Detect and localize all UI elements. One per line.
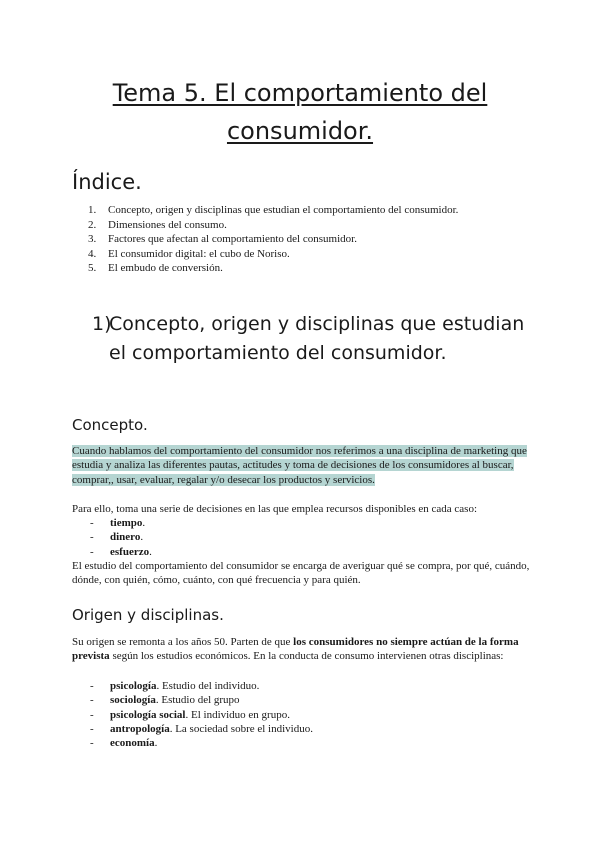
- page-title: Tema 5. El comportamiento del consumidor.: [112, 79, 488, 145]
- origen-paragraph: Su origen se remonta a los años 50. Parten de que los consumidores no siempre actúan de la forma prevista según los estudios económicos. En la conducta de consumo intervienen otras disciplinas:: [72, 636, 519, 663]
- list-item: - economía.: [90, 737, 158, 750]
- section-number: 1): [92, 313, 112, 335]
- list-item: - sociología. Estudio del grupo: [90, 694, 240, 707]
- section-title: Concepto, origen y disciplinas que estudian el comportamiento del consumidor.: [109, 313, 525, 364]
- highlighted-text: Cuando hablamos del comportamiento del consumidor nos referimos a una disciplina de marketing que estudia y analiza las diferentes pautas, actitudes y toma de decisiones de los consumidores al buscar, comprar,, usar, evaluar, regalar y/o desecar los productos y servicios.: [72, 445, 527, 486]
- list-item: - psicología social. El individuo en grupo.: [90, 708, 290, 721]
- list-item: - tiempo.: [90, 517, 146, 529]
- concepto-heading: Concepto.: [72, 416, 148, 434]
- list-item: 5. El embudo de conversión.: [88, 262, 223, 275]
- origen-heading: Origen y disciplinas.: [72, 606, 224, 624]
- index-heading: Índice.: [72, 170, 142, 194]
- list-item: 2. Dimensiones del consumo.: [88, 218, 227, 231]
- concepto-closing: El estudio del comportamiento del consumidor se encarga de averiguar qué se compra, por qué, cuándo, dónde, con quién, cómo, cuánto, con qué frecuencia y para quién.: [72, 560, 530, 587]
- concepto-paragraph: [72, 444, 530, 487]
- list-item: - dinero.: [90, 531, 144, 544]
- list-item: 4. El consumidor digital: el cubo de Noriso.: [88, 247, 290, 260]
- list-item: - esfuerzo.: [90, 545, 152, 558]
- list-item: 1. Concepto, origen y disciplinas que estudian el comportamiento del consumidor.: [88, 204, 459, 216]
- disciplines-list: [90, 679, 313, 750]
- list-item: 3. Factores que afectan al comportamiento del consumidor.: [88, 233, 357, 246]
- list-item: - antropología. La sociedad sobre el individuo.: [90, 722, 313, 735]
- index-list: [88, 203, 458, 276]
- concepto-intro: Para ello, toma una serie de decisiones en las que emplea recursos disponibles en cada caso:: [72, 503, 478, 515]
- list-item: - psicología. Estudio del individuo.: [90, 680, 260, 692]
- resources-list: [90, 516, 152, 559]
- section-heading: [92, 310, 532, 368]
